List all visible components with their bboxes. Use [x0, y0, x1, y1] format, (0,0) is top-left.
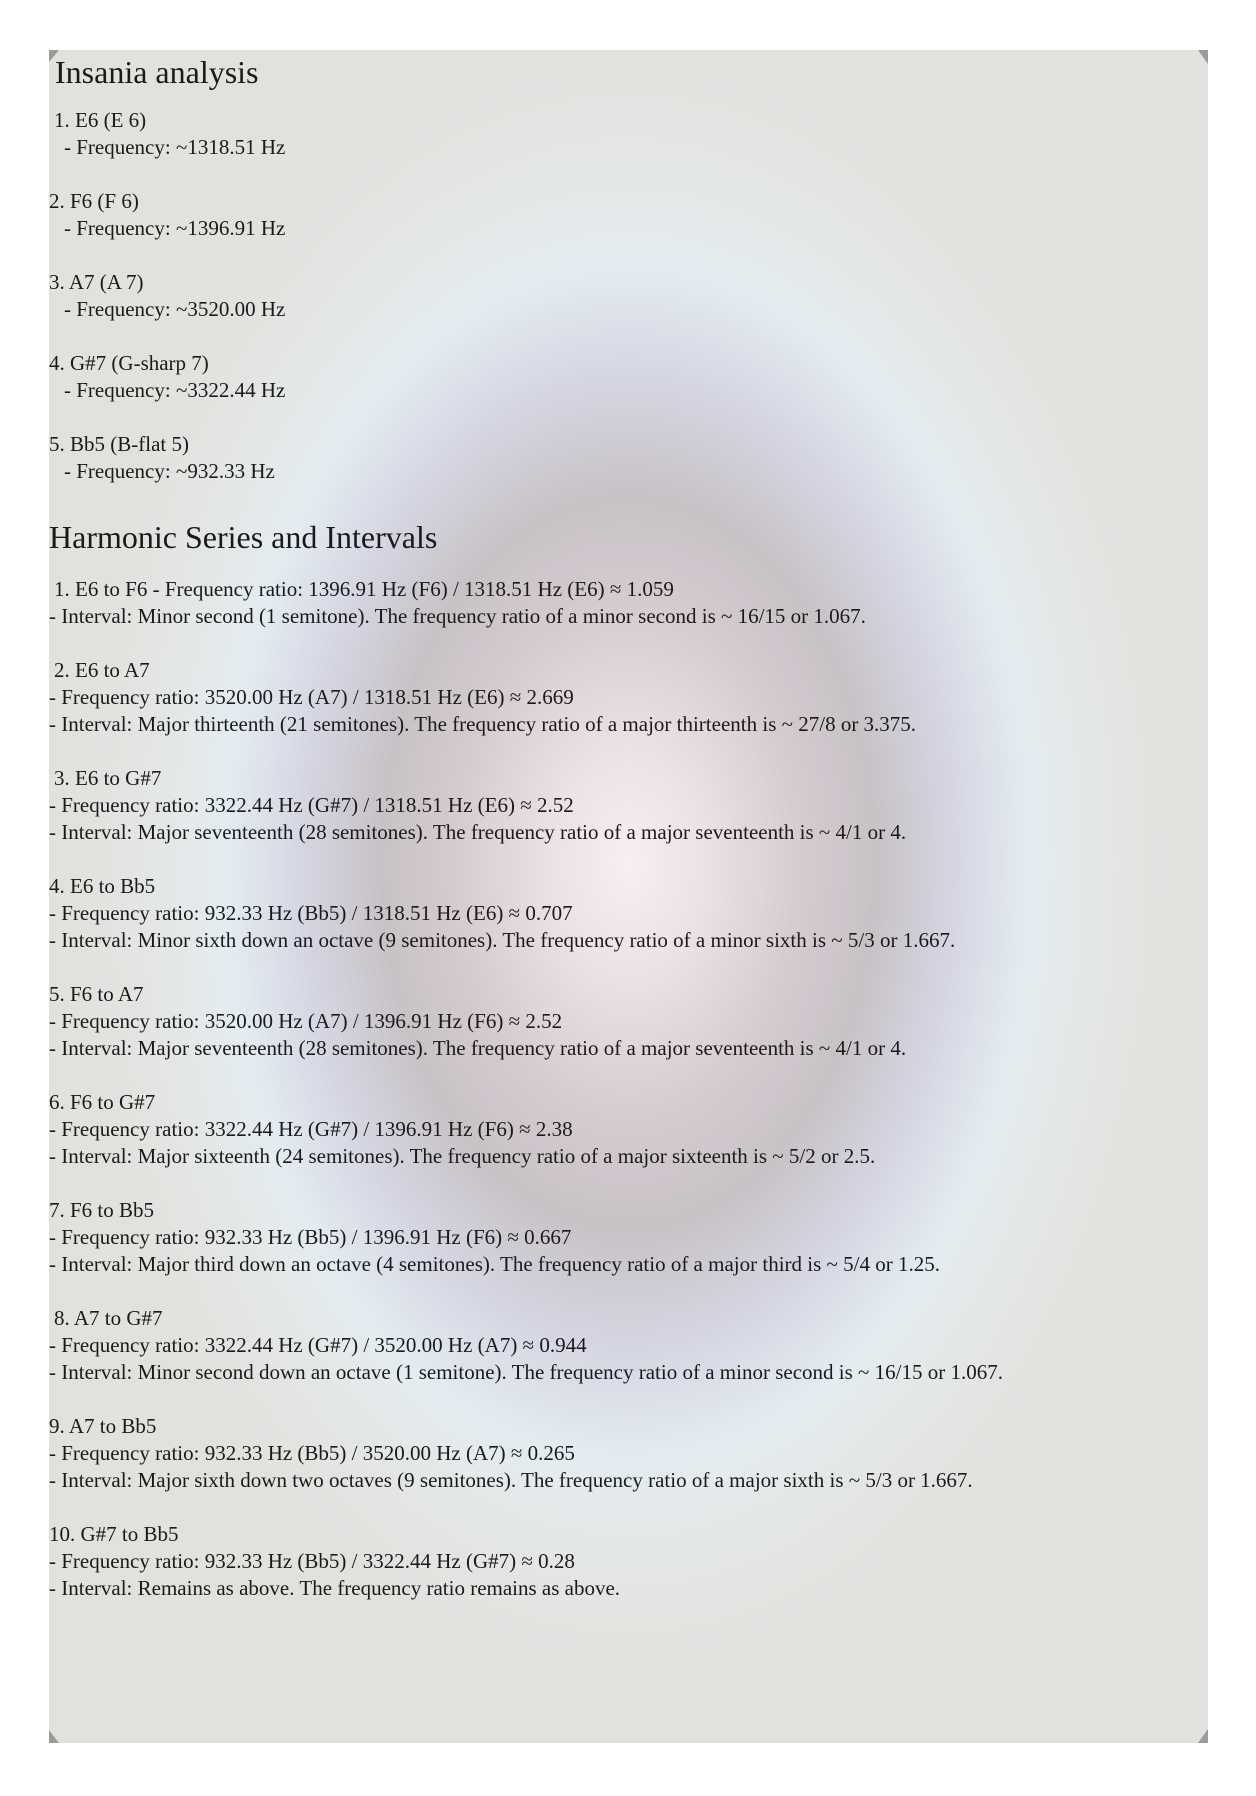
page-corner-marker: [49, 50, 59, 62]
interval-line: - Interval: Minor second down an octave (1 semitone). The frequency ratio of a minor second is ~ 16/15 or 1.067.: [49, 1360, 1003, 1384]
note-frequency: - Frequency: ~1318.51 Hz: [64, 135, 286, 159]
interval-line: - Interval: Major sixth down two octaves (9 semitones). The frequency ratio of a major sixth is ~ 5/3 or 1.667.: [49, 1468, 973, 1492]
interval-line: - Interval: Major third down an octave (4 semitones). The frequency ratio of a major third is ~ 5/4 or 1.25.: [49, 1252, 940, 1276]
interval-line: - Interval: Major seventeenth (28 semitones). The frequency ratio of a major seventeenth is ~ 4/1 or 4.: [49, 820, 907, 844]
interval-title: 9. A7 to Bb5: [49, 1414, 157, 1438]
interval-line: - Interval: Remains as above. The frequency ratio remains as above.: [49, 1576, 621, 1600]
page-corner-marker: [1198, 50, 1208, 64]
interval-title: 1. E6 to F6 - Frequency ratio: 1396.91 Hz (F6) / 1318.51 Hz (E6) ≈ 1.059: [54, 577, 674, 601]
document-page: [49, 50, 1208, 1743]
interval-title: 6. F6 to G#7: [49, 1090, 156, 1114]
page-corner-marker: [1198, 1729, 1208, 1743]
interval-title: 7. F6 to Bb5: [49, 1198, 155, 1222]
note-title: 3. A7 (A 7): [49, 270, 144, 294]
interval-title: 2. E6 to A7: [54, 658, 150, 682]
interval-line: - Frequency ratio: 3322.44 Hz (G#7) / 3520.00 Hz (A7) ≈ 0.944: [49, 1333, 587, 1357]
interval-title: 5. F6 to A7: [49, 982, 144, 1006]
interval-line: - Frequency ratio: 3322.44 Hz (G#7) / 1318.51 Hz (E6) ≈ 2.52: [49, 793, 574, 817]
interval-title: 4. E6 to Bb5: [49, 874, 156, 898]
interval-line: - Frequency ratio: 932.33 Hz (Bb5) / 3520.00 Hz (A7) ≈ 0.265: [49, 1441, 575, 1465]
interval-title: 8. A7 to G#7: [54, 1306, 163, 1330]
interval-title: 3. E6 to G#7: [54, 766, 162, 790]
note-frequency: - Frequency: ~3520.00 Hz: [64, 297, 286, 321]
interval-line: - Interval: Major thirteenth (21 semitones). The frequency ratio of a major thirteenth is ~ 27/8 or 3.375.: [49, 712, 917, 736]
interval-line: - Interval: Minor sixth down an octave (9 semitones). The frequency ratio of a minor sixth is ~ 5/3 or 1.667.: [49, 928, 956, 952]
section-heading: Harmonic Series and Intervals: [49, 519, 438, 555]
interval-line: - Interval: Minor second (1 semitone). The frequency ratio of a minor second is ~ 16/15 or 1.067.: [49, 604, 866, 628]
note-frequency: - Frequency: ~932.33 Hz: [64, 459, 275, 483]
note-title: 4. G#7 (G-sharp 7): [49, 351, 209, 375]
page-title: Insania analysis: [55, 54, 259, 90]
interval-line: - Frequency ratio: 932.33 Hz (Bb5) / 3322.44 Hz (G#7) ≈ 0.28: [49, 1549, 575, 1573]
note-title: 2. F6 (F 6): [49, 189, 139, 213]
note-title: 5. Bb5 (B-flat 5): [49, 432, 189, 456]
interval-line: - Frequency ratio: 3520.00 Hz (A7) / 1396.91 Hz (F6) ≈ 2.52: [49, 1009, 563, 1033]
interval-line: - Frequency ratio: 932.33 Hz (Bb5) / 1396.91 Hz (F6) ≈ 0.667: [49, 1225, 572, 1249]
note-frequency: - Frequency: ~1396.91 Hz: [64, 216, 286, 240]
interval-title: 10. G#7 to Bb5: [49, 1522, 179, 1546]
interval-line: - Frequency ratio: 3520.00 Hz (A7) / 1318.51 Hz (E6) ≈ 2.669: [49, 685, 574, 709]
note-frequency: - Frequency: ~3322.44 Hz: [64, 378, 286, 402]
interval-line: - Frequency ratio: 3322.44 Hz (G#7) / 1396.91 Hz (F6) ≈ 2.38: [49, 1117, 573, 1141]
interval-line: - Frequency ratio: 932.33 Hz (Bb5) / 1318.51 Hz (E6) ≈ 0.707: [49, 901, 573, 925]
interval-line: - Interval: Major sixteenth (24 semitones). The frequency ratio of a major sixteenth is ~ 5/2 or 2.5.: [49, 1144, 876, 1168]
note-title: 1. E6 (E 6): [54, 108, 147, 132]
interval-line: - Interval: Major seventeenth (28 semitones). The frequency ratio of a major seventeenth is ~ 4/1 or 4.: [49, 1036, 907, 1060]
page-corner-marker: [49, 1730, 59, 1743]
